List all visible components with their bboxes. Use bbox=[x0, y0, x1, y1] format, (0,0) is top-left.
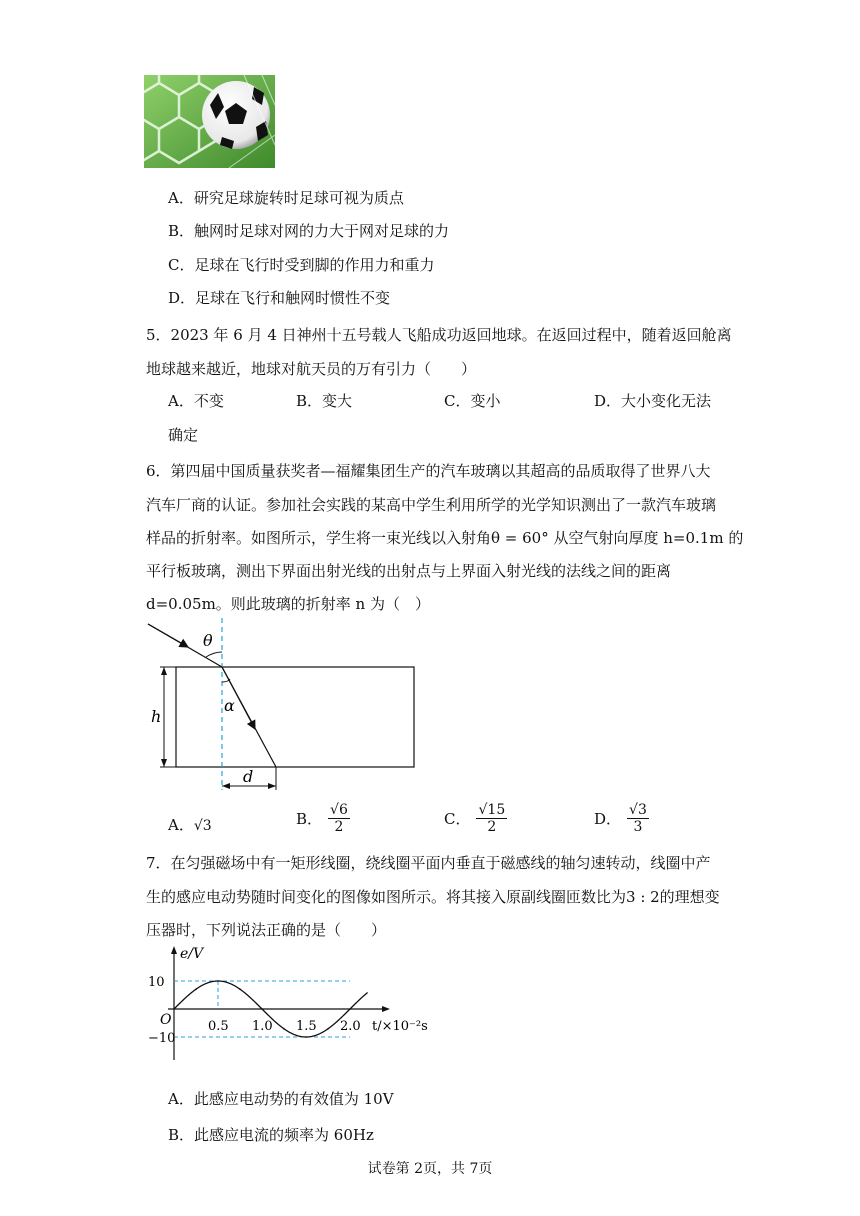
q7-option-a: A．此感应电动势的有效值为 10V bbox=[168, 1090, 394, 1108]
chart-data-point bbox=[349, 1008, 351, 1010]
q6-option-b-fraction bbox=[328, 802, 350, 835]
q6-option-a bbox=[168, 814, 212, 835]
q6-stem-line4: 平行板玻璃，测出下界面出射光线的出射点与上界面入射光线的法线之间的距离 bbox=[146, 562, 672, 580]
chart-data-point bbox=[195, 988, 197, 990]
q5-option-c: C．变小 bbox=[444, 392, 501, 410]
q4-option-b: B．触网时足球对网的力大于网对足球的力 bbox=[168, 222, 450, 240]
soccer-ball-in-net-picture bbox=[144, 75, 275, 168]
q4-option-d: D．足球在飞行和触网时惯性不变 bbox=[168, 289, 391, 307]
theta-label: θ bbox=[203, 631, 213, 650]
d-label: d bbox=[243, 767, 254, 786]
q5-option-d: D．大小变化无法 bbox=[594, 392, 712, 410]
q6-option-d-label: D． bbox=[594, 810, 622, 828]
q6-stem-line1: 6．第四届中国质量获奖者—福耀集团生产的汽车玻璃以其超高的品质取得了世界八大 bbox=[146, 462, 711, 480]
chart-x-axis-label: t/×10⁻²s bbox=[372, 1019, 428, 1034]
q6-option-d-numerator: √3 bbox=[629, 802, 647, 818]
q6-stem-line2: 汽车厂商的认证。参加社会实践的某高中学生利用所学的光学知识测出了一款汽车玻璃 bbox=[146, 496, 717, 514]
chart-x-axis-arrow bbox=[382, 1006, 390, 1012]
chart-data-point bbox=[239, 988, 241, 990]
q6-option-c-numerator: √15 bbox=[478, 802, 506, 818]
chart-origin-label: O bbox=[160, 1012, 172, 1028]
q5-option-a: A．不变 bbox=[168, 392, 224, 410]
chart-y-tick-label: 10 bbox=[148, 975, 165, 990]
chart-data-point bbox=[283, 1028, 285, 1030]
q5-stem-line1: 5．2023 年 6 月 4 日神州十五号载人飞船成功返回地球。在返回过程中，随着返回舱离 bbox=[146, 326, 732, 344]
theta-arc bbox=[206, 652, 222, 657]
q6-option-d-fraction bbox=[627, 802, 649, 835]
q4-option-a: A．研究足球旋转时足球可视为质点 bbox=[168, 189, 404, 207]
page-footer: 试卷第 2页，共 7页 bbox=[367, 1161, 493, 1177]
q6-option-b-numerator: √6 bbox=[330, 802, 348, 818]
soccer-ball-image bbox=[144, 75, 275, 168]
chart-x-tick-label: 2.0 bbox=[340, 1019, 361, 1034]
chart-y-axis-label: e/V bbox=[180, 946, 204, 962]
q6-option-a-label: A． bbox=[168, 816, 194, 834]
emf-time-chart bbox=[140, 942, 450, 1072]
q6-stem-line5: d=0.05m。则此玻璃的折射率 n 为（ ） bbox=[146, 595, 430, 613]
q6-option-c bbox=[444, 802, 507, 835]
chart-data-point bbox=[261, 1008, 263, 1010]
q7-stem-line1: 7．在匀强磁场中有一矩形线圈，绕线圈平面内垂直于磁感线的轴匀速转动，线圈中产 bbox=[146, 854, 711, 872]
q6-option-c-denominator: 2 bbox=[487, 819, 497, 835]
alpha-label: α bbox=[224, 696, 235, 715]
chart-data-point bbox=[173, 1008, 175, 1010]
q7-option-b: B．此感应电流的频率为 60Hz bbox=[168, 1126, 374, 1144]
q6-option-b bbox=[296, 802, 350, 835]
q5-option-b: B．变大 bbox=[296, 392, 353, 410]
q5-option-d-continued: 确定 bbox=[168, 426, 199, 444]
q6-option-c-fraction bbox=[476, 802, 507, 835]
q5-stem-line2: 地球越来越近，地球对航天员的万有引力（ ） bbox=[146, 360, 477, 378]
chart-data-point bbox=[327, 1028, 329, 1030]
chart-data-point bbox=[217, 980, 219, 982]
chart-y-tick-label: −10 bbox=[148, 1031, 176, 1046]
q6-stem-line3: 样品的折射率。如图所示，学生将一束光线以入射角θ = 60° 从空气射向厚度 h=0.1m 的 bbox=[146, 529, 744, 547]
chart-x-tick-label: 0.5 bbox=[208, 1019, 229, 1034]
q4-option-c: C．足球在飞行时受到脚的作用力和重力 bbox=[168, 256, 435, 274]
q7-stem-line2: 生的感应电动势随时间变化的图像如图所示。将其接入原副线圈匝数比为3 : 2的理想变 bbox=[146, 888, 720, 906]
q6-option-b-denominator: 2 bbox=[334, 819, 344, 835]
refraction-figure bbox=[140, 616, 430, 798]
chart-y-axis-arrow bbox=[171, 946, 177, 954]
h-label: h bbox=[151, 707, 162, 726]
glass-slab bbox=[176, 667, 414, 767]
q6-option-d bbox=[594, 802, 649, 835]
q7-stem-line3: 压器时，下列说法正确的是（ ） bbox=[146, 921, 387, 939]
chart-x-tick-label: 1.5 bbox=[296, 1019, 317, 1034]
chart-x-tick-label: 1.0 bbox=[252, 1019, 273, 1034]
q6-option-c-label: C． bbox=[444, 810, 471, 828]
q6-option-b-label: B． bbox=[296, 810, 323, 828]
incident-ray-arrow bbox=[148, 624, 188, 647]
chart-data-point bbox=[305, 1036, 307, 1038]
q6-option-a-value: √3 bbox=[193, 818, 212, 834]
q6-option-d-denominator: 3 bbox=[633, 819, 643, 835]
